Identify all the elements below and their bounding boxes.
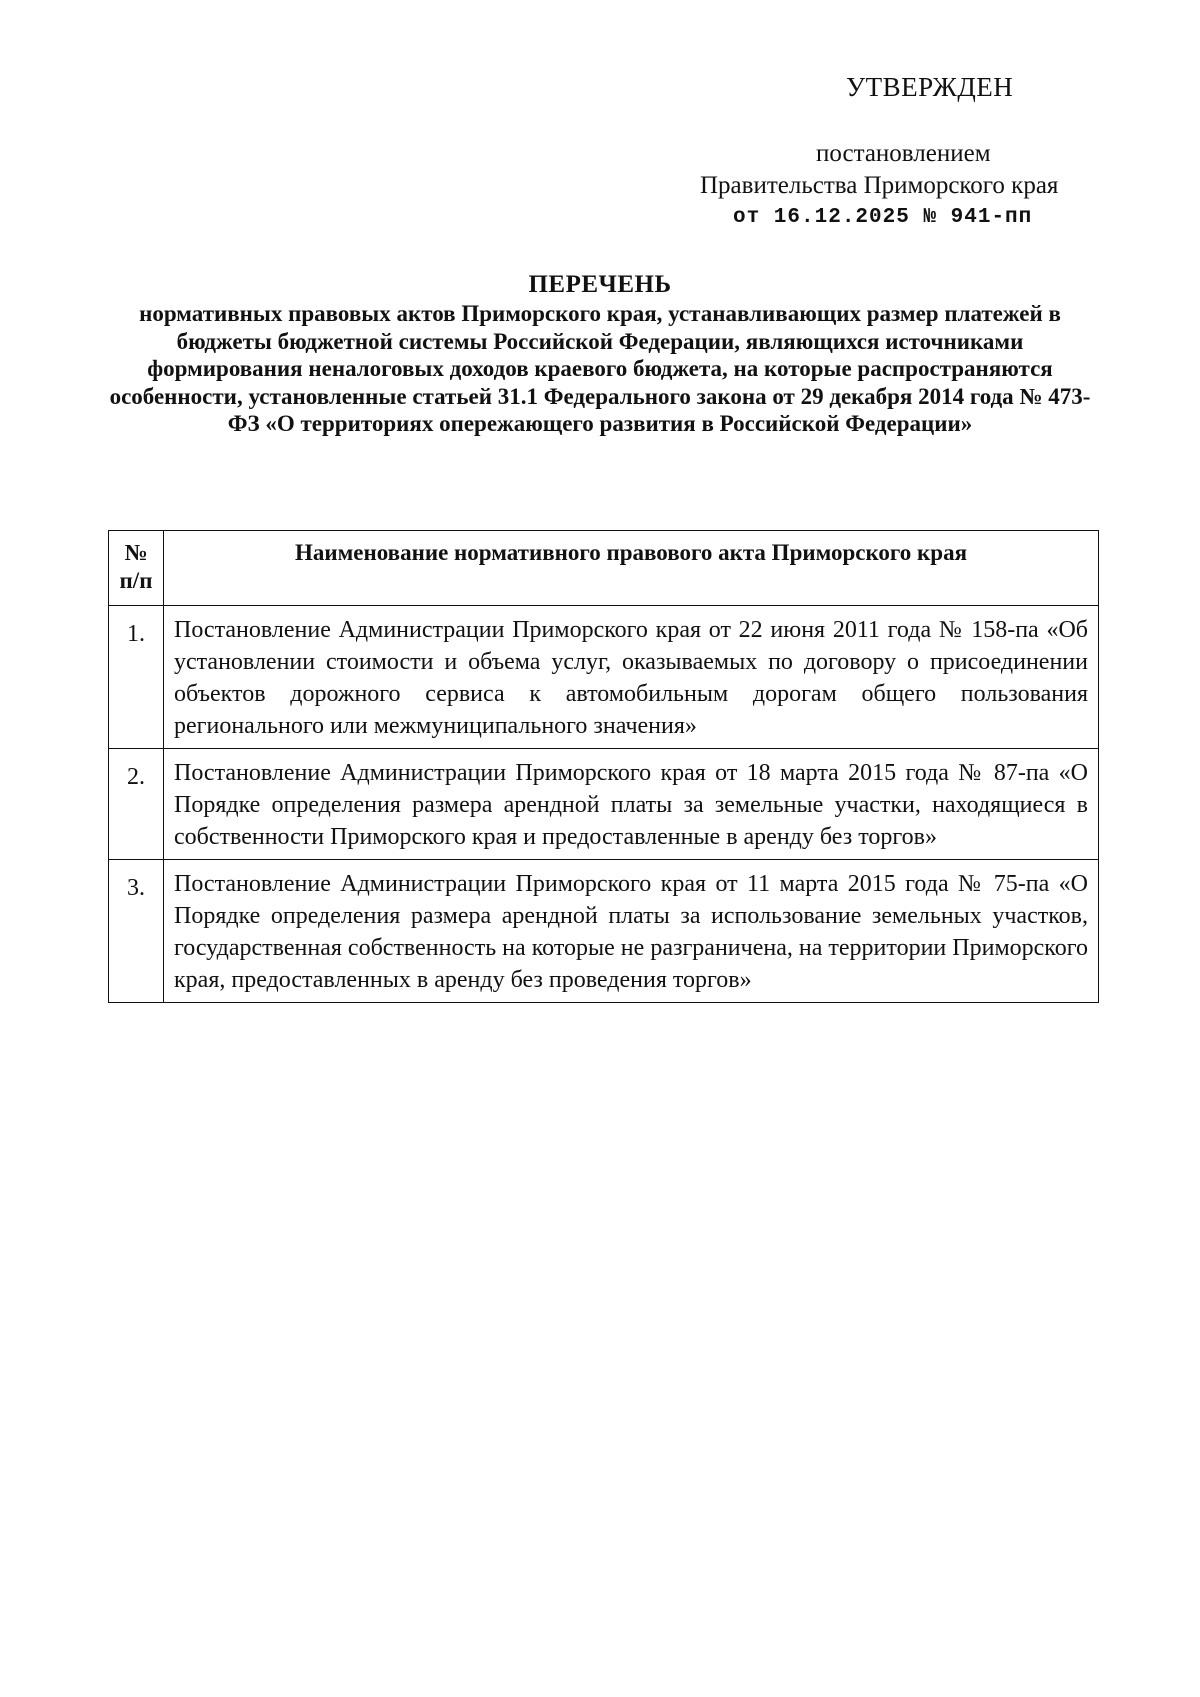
document-title: ПЕРЕЧЕНЬ — [528, 271, 672, 298]
row-act-text: Постановление Администрации Приморского края от 22 июня 2011 года № 158-па «Об установлении стоимости и объема услуг, оказываемых по договору о присоединении объектов дорожного сервиса к автомобильным дорогам общего пользования регионального или межмуниципального значения» — [164, 606, 1099, 749]
approval-line-government: Правительства Приморского края — [700, 172, 1059, 199]
row-number: 3. — [109, 860, 164, 1003]
approval-line-resolution: постановлением — [816, 140, 991, 167]
table-row — [109, 606, 1099, 749]
table-header-row — [109, 531, 1099, 606]
table-row — [109, 860, 1099, 1003]
header-act-name: Наименование нормативного правового акта Приморского края — [164, 531, 1099, 606]
header-number: № п/п — [109, 531, 164, 606]
approval-status: УТВЕРЖДЕН — [846, 72, 1014, 102]
document-heading — [100, 270, 1100, 438]
approval-date-number-stamp: от 16.12.2025 № 941-пп — [733, 206, 1033, 229]
row-act-text: Постановление Администрации Приморского края от 11 марта 2015 года № 75-па «О Порядке определения размера арендной платы за использование земельных участков, государственная собственность на которые не разграничена, на территории Приморского края, предоставленных в аренду без проведения торгов» — [164, 860, 1099, 1003]
row-number: 2. — [109, 749, 164, 860]
document-subtitle: нормативных правовых актов Приморского края, устанавливающих размер платежей в бюджеты бюджетной системы Российской Федерации, являющихся источниками формирования неналоговых доходов краевого бюджета, на которые распространяются особенности, установленные статьей 31.1 Федерального закона от 29 декабря 2014 года № 473-ФЗ «О территориях опережающего развития в Российской Федерации» — [109, 301, 1091, 437]
row-act-text: Постановление Администрации Приморского края от 18 марта 2015 года № 87-па «О Порядке определения размера арендной платы за земельные участки, находящиеся в собственности Приморского края и предоставленные в аренду без торгов» — [164, 749, 1099, 860]
acts-table — [108, 530, 1099, 1003]
table-row — [109, 749, 1099, 860]
row-number: 1. — [109, 606, 164, 749]
